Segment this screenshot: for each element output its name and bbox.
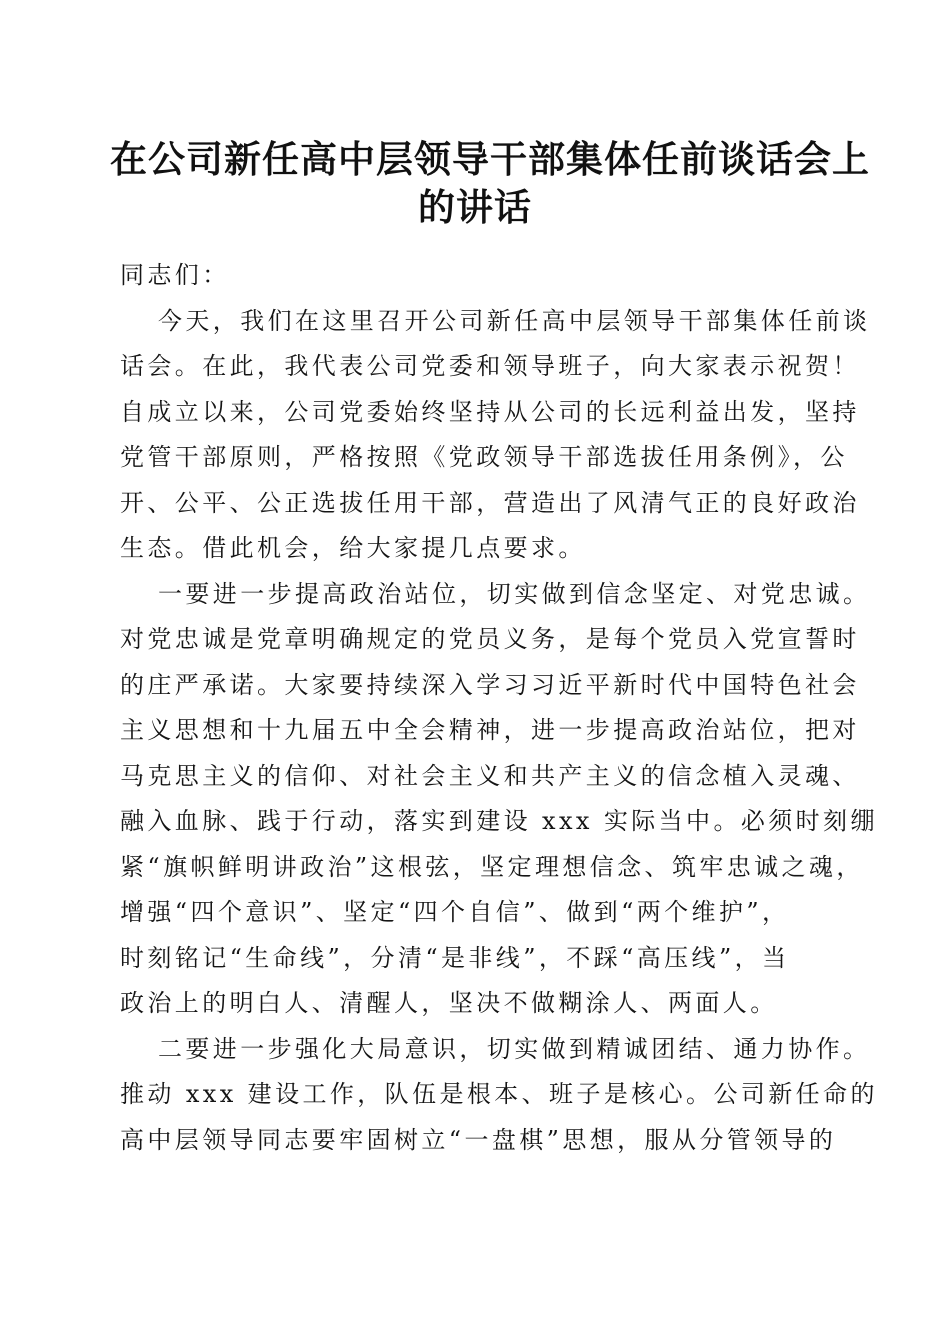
paragraph-2-line: 政治上的明白人、清醒人，坚决不做糊涂人、两面人。	[120, 989, 778, 1017]
speech-body	[120, 253, 878, 1163]
paragraph-2-line: 时刻铭记“生命线”，分清“是非线”，不踩“高压线”，当	[120, 943, 790, 972]
paragraph-2-line: 增强“四个意识”、坚定“四个自信”、做到“两个维护”，	[120, 898, 790, 926]
paragraph-2-line: 马克思主义的信仰、对社会主义和共产主义的信念植入灵魂、	[120, 761, 860, 790]
salutation: 同志们：	[120, 261, 230, 289]
paragraph-1-line: 今天，我们在这里召开公司新任高中层领导干部集体任前谈	[158, 306, 871, 335]
paragraph-2-line: 紧“旗帜鲜明讲政治”这根弦，坚定理想信念、筑牢忠诚之魂，	[120, 852, 864, 881]
title-line-2: 的讲话	[418, 185, 532, 229]
paragraph-3-line: 高中层领导同志要牢固树立“一盘棋”思想，服从分管领导的	[120, 1125, 837, 1154]
paragraph-3-line: 二要进一步强化大局意识，切实做到精诚团结、通力协作。	[158, 1034, 871, 1063]
paragraph-2-line: 一要进一步提高政治站位，切实做到信念坚定、对党忠诚。	[158, 579, 871, 608]
paragraph-2-line: 对党忠诚是党章明确规定的党员义务，是每个党员入党宣誓时	[120, 625, 860, 653]
paragraph-1-line: 自成立以来，公司党委始终坚持从公司的长远利益出发，坚持	[120, 397, 860, 426]
paragraph-2-line: 的庄严承诺。大家要持续深入学习习近平新时代中国特色社会	[120, 670, 860, 699]
paragraph-1-line: 党管干部原则，严格按照《党政领导干部选拔任用条例》，公	[120, 443, 848, 471]
paragraph-2-line: 融入血脉、践于行动，落实到建设 xxx 实际当中。必须时刻绷	[120, 807, 878, 835]
title-line-1: 在公司新任高中层领导干部集体任前谈话会上	[110, 137, 870, 181]
paragraph-1-line: 开、公平、公正选拔任用干部，营造出了风清气正的良好政治	[120, 488, 860, 517]
paragraph-2-line: 主义思想和十九届五中全会精神，进一步提高政治站位，把对	[120, 716, 860, 744]
paragraph-1-line: 生态。借此机会，给大家提几点要求。	[120, 534, 586, 562]
page-title	[110, 135, 870, 231]
paragraph-3-line: 推动 xxx 建设工作，队伍是根本、班子是核心。公司新任命的	[120, 1080, 878, 1108]
paragraph-1-line: 话会。在此，我代表公司党委和领导班子，向大家表示祝贺！	[120, 352, 860, 380]
